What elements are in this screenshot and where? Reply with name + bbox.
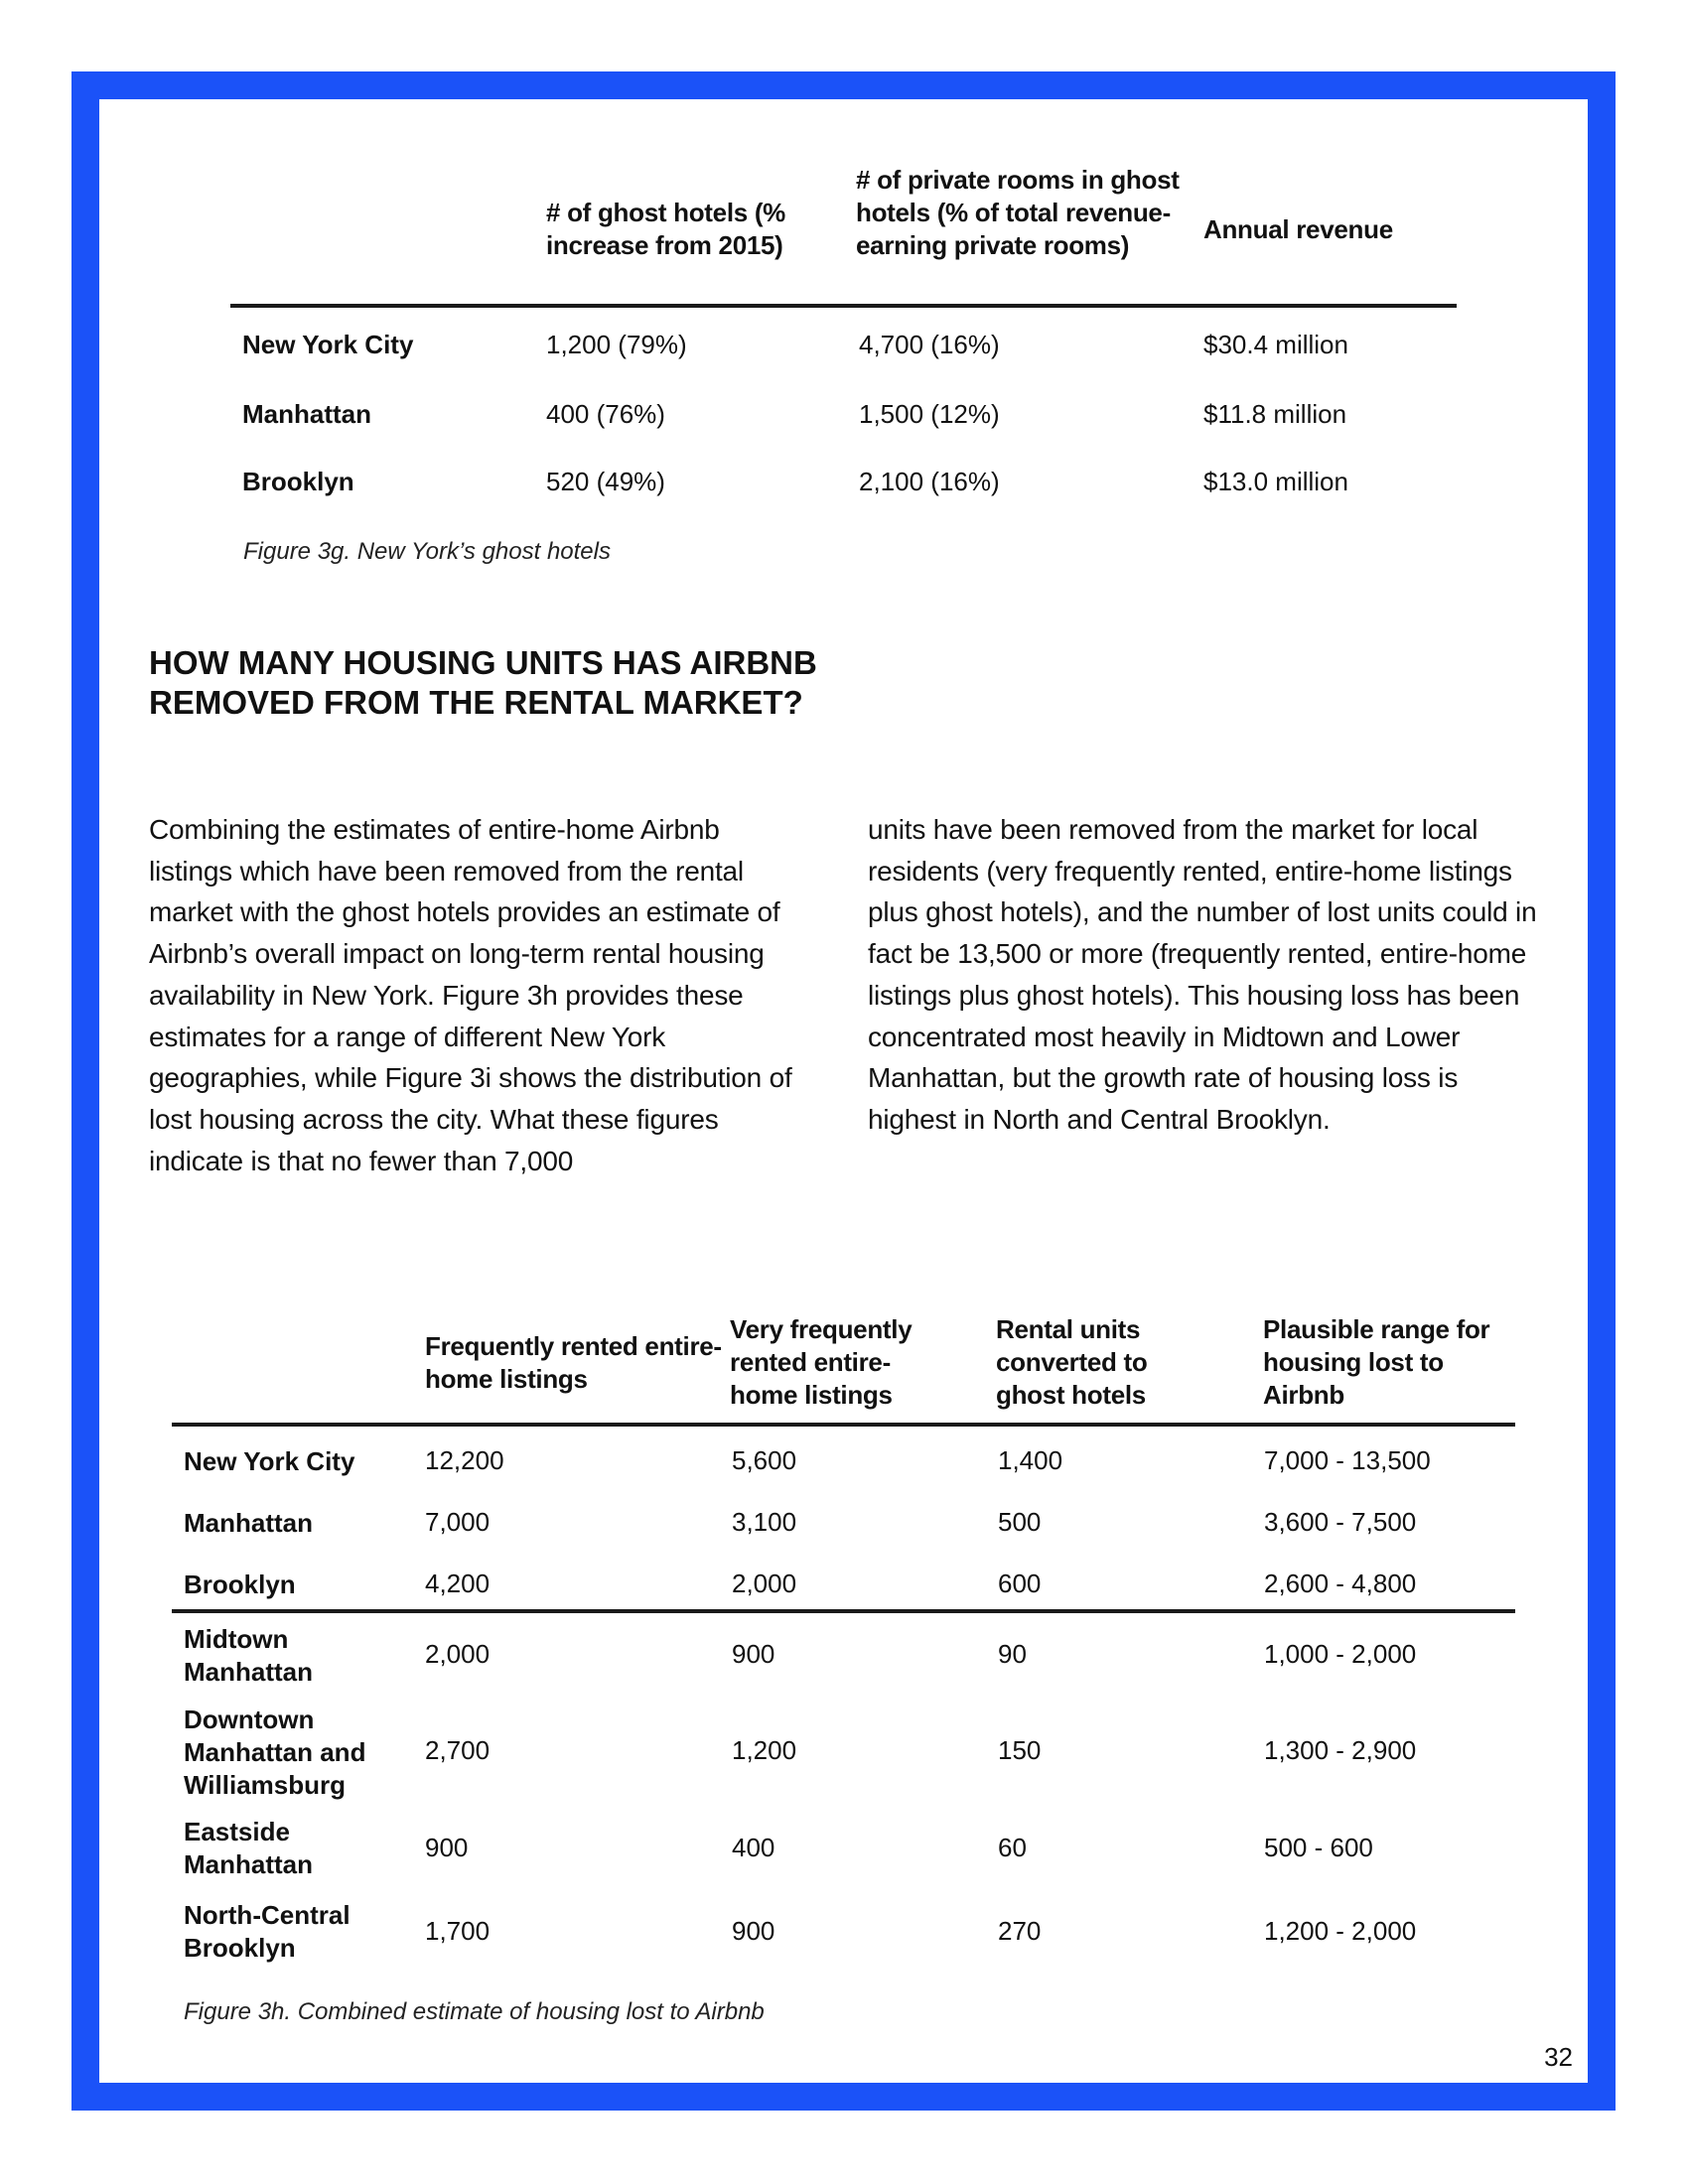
table-cell: 2,100 (16%) [859, 467, 1000, 496]
page-number: 32 [1544, 2042, 1573, 2072]
table-cell: 500 - 600 [1264, 1833, 1373, 1862]
table-cell: 1,700 [425, 1916, 491, 1946]
row-label: Brooklyn [184, 1570, 296, 1599]
section-heading: HOW MANY HOUSING UNITS HAS AIRBNB REMOVED FROM THE RENTAL MARKET? [149, 644, 817, 721]
column-header: # of private rooms in ghost hotels (% of total revenue-earning private rooms) [856, 165, 1180, 260]
table-header-rule [230, 304, 1457, 308]
row-label: North-Central Brooklyn [184, 1900, 351, 1963]
table-cell: 520 (49%) [546, 467, 665, 496]
column-header: Plausible range for housing lost to Airbnb [1263, 1314, 1490, 1410]
table-cell: 400 (76%) [546, 399, 665, 429]
table-cell: $11.8 million [1203, 399, 1347, 429]
table-cell: 2,000 [732, 1569, 797, 1598]
row-label: New York City [184, 1446, 355, 1476]
table-cell: 900 [425, 1833, 469, 1862]
table-cell: 500 [998, 1507, 1042, 1537]
table-cell: $30.4 million [1203, 330, 1348, 359]
table-cell: 5,600 [732, 1445, 797, 1475]
row-label: Eastside Manhattan [184, 1817, 313, 1879]
table-section-rule [172, 1609, 1515, 1613]
table-cell: 7,000 [425, 1507, 491, 1537]
table-cell: 12,200 [425, 1445, 504, 1475]
column-header: Rental units converted to ghost hotels [996, 1314, 1148, 1410]
table-cell: $13.0 million [1203, 467, 1348, 496]
table-cell: 1,200 - 2,000 [1264, 1916, 1417, 1946]
table-cell: 1,200 [732, 1735, 797, 1765]
table-cell: 3,100 [732, 1507, 797, 1537]
row-label: New York City [242, 330, 414, 359]
row-label: Midtown Manhattan [184, 1624, 313, 1687]
table-cell: 900 [732, 1639, 775, 1669]
row-label: Manhattan [184, 1508, 313, 1538]
table-cell: 600 [998, 1569, 1042, 1598]
column-header: Annual revenue [1203, 214, 1393, 244]
table-cell: 1,500 (12%) [859, 399, 1000, 429]
column-header: Very frequently rented entire-home listings [730, 1314, 913, 1410]
table-cell: 4,200 [425, 1569, 491, 1598]
table-cell: 4,700 (16%) [859, 330, 1000, 359]
table-cell: 3,600 - 7,500 [1264, 1507, 1417, 1537]
table-cell: 150 [998, 1735, 1042, 1765]
figure-caption: Figure 3g. New York’s ghost hotels [243, 538, 611, 565]
table-cell: 900 [732, 1916, 775, 1946]
body-text-right-column: units have been removed from the market for local residents (very frequently rented, entire-home listings plus ghost hotels), and the number of lost units could in fact be 13,500 or more (frequently rented, entire-home listings plus ghost hotels). This housing loss has been concentrated most heavily in Midtown and Lower Manhattan, but the growth rate of housing loss is highest in North and Central Brooklyn. [868, 814, 1537, 1135]
row-label: Brooklyn [242, 467, 354, 496]
table-cell: 400 [732, 1833, 775, 1862]
column-header: # of ghost hotels (% increase from 2015) [546, 198, 786, 260]
table-cell: 1,400 [998, 1445, 1063, 1475]
table-cell: 1,300 - 2,900 [1264, 1735, 1417, 1765]
table-header-rule [172, 1423, 1515, 1427]
row-label: Manhattan [242, 399, 371, 429]
body-text-left-column: Combining the estimates of entire-home Airbnb listings which have been removed from the rental market with the ghost hotels provides an estimate of Airbnb’s overall impact on long-term rental housing availability in New York. Figure 3h provides these estimates for a range of different New York geographies, while Figure 3i shows the distribution of lost housing across the city. What these figures indicate is that no fewer than 7,000 [149, 814, 792, 1176]
row-label: Downtown Manhattan and Williamsburg [184, 1705, 366, 1800]
table-cell: 90 [998, 1639, 1027, 1669]
table-cell: 2,000 [425, 1639, 491, 1669]
figure-caption: Figure 3h. Combined estimate of housing lost to Airbnb [184, 1998, 765, 2025]
table-cell: 60 [998, 1833, 1027, 1862]
column-header: Frequently rented entire-home listings [425, 1331, 722, 1394]
table-cell: 1,000 - 2,000 [1264, 1639, 1417, 1669]
table-cell: 2,700 [425, 1735, 491, 1765]
table-cell: 270 [998, 1916, 1042, 1946]
table-cell: 2,600 - 4,800 [1264, 1569, 1417, 1598]
table-cell: 7,000 - 13,500 [1264, 1445, 1431, 1475]
table-cell: 1,200 (79%) [546, 330, 687, 359]
